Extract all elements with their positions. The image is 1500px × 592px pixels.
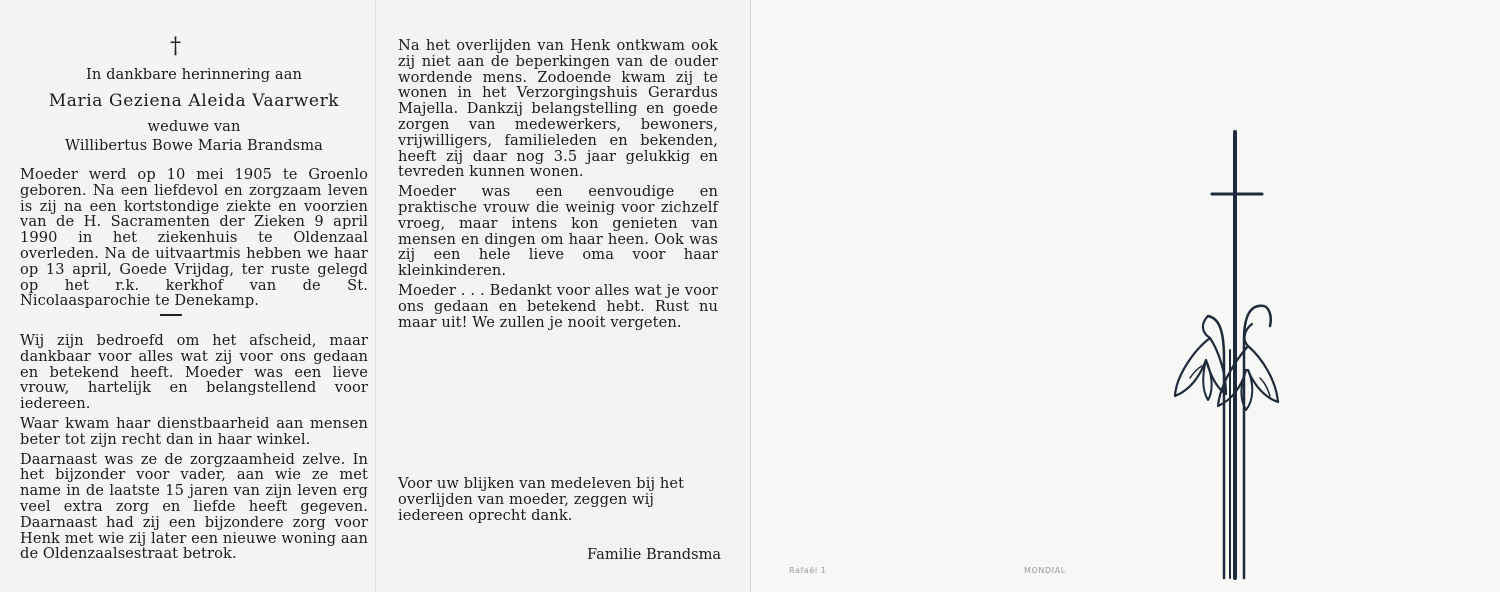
widow-label: weduwe van	[147, 118, 241, 135]
memory-paragraph: Wij zijn bedroefd om het afscheid, maar dankbaar voor alles wat zij voor ons gedaan en betekend heeft. Moeder was een lieve vrouw, hartelijk en belangstellend voor iedereen.	[20, 332, 368, 413]
print-code-right: MONDIAL	[1024, 566, 1066, 575]
print-code-left: Rafaël 1	[789, 566, 827, 575]
biography	[20, 167, 368, 309]
deceased-name: Maria Geziena Aleida Vaarwerk	[48, 91, 340, 111]
section-divider	[160, 314, 182, 316]
continuation-paragraph: Moeder . . . Bedankt voor alles wat je voor ons gedaan en betekend hebt. Rust nu maar uit! We zullen je nooit vergeten.	[398, 281, 718, 331]
thanks-note	[398, 476, 718, 523]
continuation-paragraph: Na het overlijden van Henk ontkwam ook zij niet aan de beperkingen van de ouder wordende mens. Zodoende kwam zij te wonen in het Verzorgingshuis Gerardus Majella. Dankzij belangstelling en goede zorgen van medewerkers, bewoners, vrijwilligers, familieleden en bekenden, heeft zij daar nog 3.5 jaar gelukkig en tevreden kunnen wonen.	[398, 37, 718, 181]
continuation-paragraph: Moeder was een eenvoudige en praktische vrouw die weinig voor zichzelf vroeg, maar intens kon genieten van mensen en dingen om haar heen. Ook was zij een hele lieve oma voor haar kleinkinderen.	[398, 183, 718, 280]
family-signature: Familie Brandsma	[587, 546, 722, 563]
cross-icon: †	[170, 34, 181, 59]
continuation-section	[398, 38, 718, 330]
dedication-heading: In dankbare herinnering aan	[85, 66, 303, 83]
memories-section	[20, 333, 368, 562]
panel-left	[0, 0, 375, 592]
cross-with-snowdrops-icon	[1160, 128, 1300, 583]
thanks-text: Voor uw blijken van medeleven bij het overlijden van moeder, zeggen wij iedereen oprecht dank.	[398, 475, 685, 524]
panel-middle	[375, 0, 750, 592]
husband-name: Willibertus Bowe Maria Brandsma	[65, 137, 323, 154]
panel-right	[750, 0, 1500, 592]
biography-text: Moeder werd op 10 mei 1905 te Groenlo geboren. Na een liefdevol en zorgzaam leven is zij na een kortstondige ziekte en voorzien van de H. Sacramenten der Zieken 9 april 1990 in het ziekenhuis te Oldenzaal overleden. Na de uitvaartmis hebben we haar op 13 april, Goede Vrijdag, ter ruste gelegd op het r.k. kerkhof van de St. Nicolaasparochie te Denekamp.	[20, 166, 368, 310]
memory-paragraph: Waar kwam haar dienstbaarheid aan mensen beter tot zijn recht dan in haar winkel.	[20, 414, 368, 448]
memory-paragraph: Daarnaast was ze de zorgzaamheid zelve. In het bijzonder voor vader, aan wie ze met name in de laatste 15 jaren van zijn leven erg veel extra zorg en liefde heeft gegeven. Daarnaast had zij een bijzondere zorg voor Henk met wie zij later een nieuwe woning aan de Oldenzaalsestraat betrok.	[20, 450, 368, 563]
